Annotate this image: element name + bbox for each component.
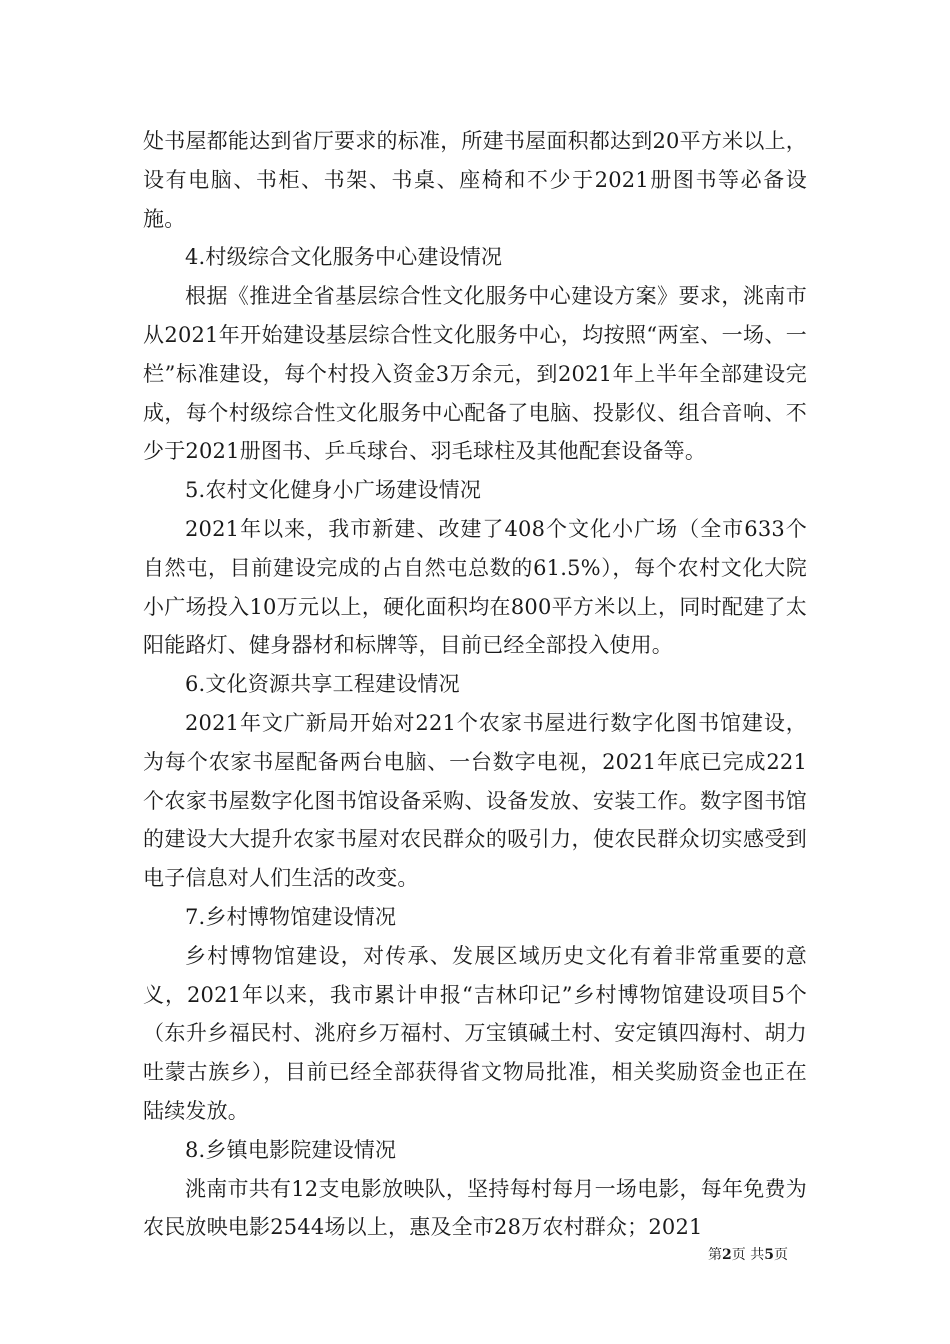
paragraph-section-7: 乡村博物馆建设，对传承、发展区域历史文化有着非常重要的意义，2021年以来，我市累计申报“吉林印记”乡村博物馆建设项目5个（东升乡福民村、洮府乡万福村、万宝镇碱土村、安定镇四海村、胡力吐蒙古族乡），目前已经全部获得省文物局批准，相关奖励资金也正在陆续发放。: [143, 943, 807, 1123]
document-body: [143, 122, 807, 1247]
section-heading-4: 4.村级综合文化服务中心建设情况: [185, 245, 503, 270]
total-pages-number: 5: [764, 1247, 774, 1263]
paragraph-section-5: 2021年以来，我市新建、改建了408个文化小广场（全市633个自然屯，目前建设完成的占自然屯总数的61.5%），每个农村文化大院小广场投入10万元以上，硬化面积均在800平方米以上，同时配建了太阳能路灯、健身器材和标牌等，目前已经全部投入使用。: [143, 516, 807, 658]
section-heading-8: 8.乡镇电影院建设情况: [185, 1137, 397, 1162]
footer-prefix: 第: [708, 1247, 722, 1263]
paragraph-section-4: 根据《推进全省基层综合性文化服务中心建设方案》要求，洮南市从2021年开始建设基层综合性文化服务中心，均按照“两室、一场、一栏”标准建设，每个村投入资金3万余元，到2021年上半年全部建设完成，每个村级综合性文化服务中心配备了电脑、投影仪、组合音响、不少于2021册图书、乒乓球台、羽毛球柱及其他配套设备等。: [143, 284, 807, 464]
section-heading-7: 7.乡村博物馆建设情况: [185, 904, 397, 929]
paragraph-section-6: 2021年文广新局开始对221个农家书屋进行数字化图书馆建设，为每个农家书屋配备两台电脑、一台数字电视，2021年底已完成221个农家书屋数字化图书馆设备采购、设备发放、安装工作。数字图书馆的建设大大提升农家书屋对农民群众的吸引力，使农民群众切实感受到电子信息对人们生活的改变。: [143, 710, 807, 891]
footer-suffix: 页: [773, 1247, 788, 1263]
section-heading-5: 5.农村文化健身小广场建设情况: [185, 478, 482, 503]
page-number-footer: [708, 1246, 788, 1264]
paragraph-continuation: 处书屋都能达到省厅要求的标准，所建书屋面积都达到20平方米以上，设有电脑、书柜、书架、书桌、座椅和不少于2021册图书等必备设施。: [143, 129, 807, 231]
paragraph-section-8: 洮南市共有12支电影放映队，坚持每村每月一场电影，每年免费为农民放映电影2544场以上，惠及全市28万农村群众；2021: [143, 1176, 807, 1240]
footer-middle: 页 共: [731, 1247, 765, 1263]
current-page-number: 2: [722, 1247, 732, 1263]
section-heading-6: 6.文化资源共享工程建设情况: [185, 672, 460, 697]
